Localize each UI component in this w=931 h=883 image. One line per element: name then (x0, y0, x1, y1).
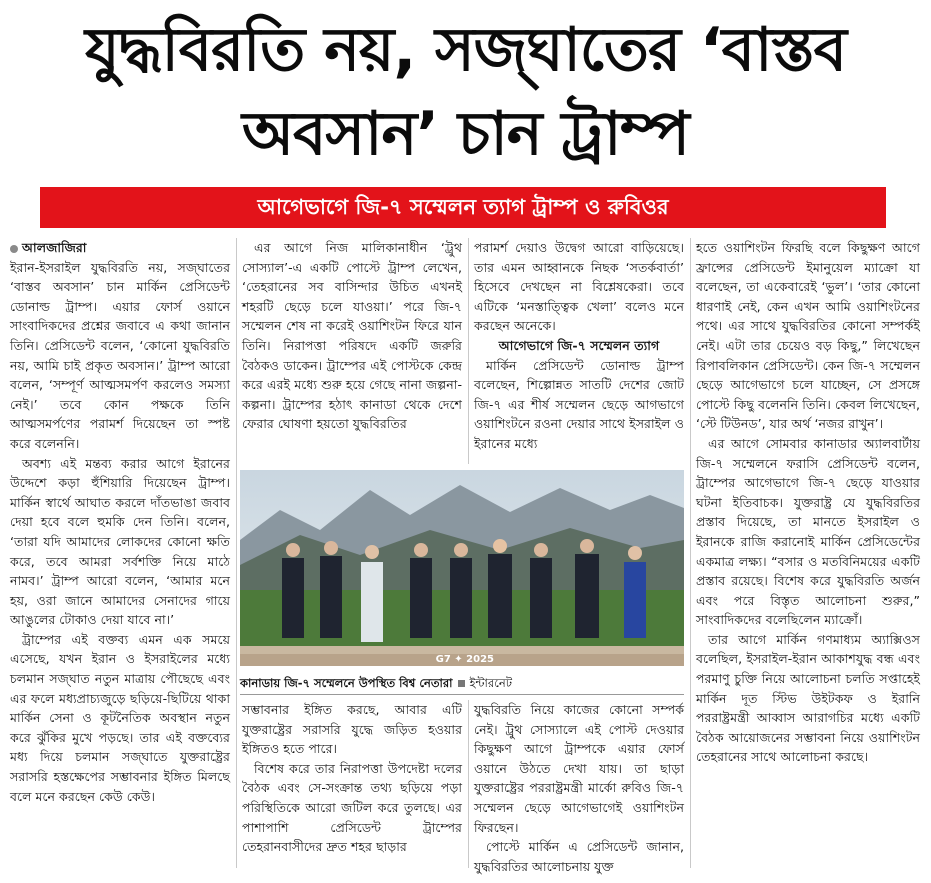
column-divider (690, 238, 691, 868)
source-line (10, 238, 230, 258)
paragraph: অবশ্য এই মন্তব্য করার আগে ইরানের উদ্দেশে কড়া হুঁশিয়ারি দিয়েছেন ট্রাম্প। মার্কিন স্বার্থে আঘাত করলে দাঁতভাঙা জবাব দেয়া হবে বলে হুমকি দেন তিনি। বলেন, ‘তারা যদি আমাদের লোকদের কোনো ক্ষতি করে, তবে আমরা সর্বশক্তি নিয়ে মাঠে নামব।’ ট্রাম্প আরো বলেন, ‘আমার মনে হয়, ওরা জানে আমাদের সেনাদের গায়ে আঙুলের টোকাও দেয়া যাবে না।’ (10, 455, 230, 628)
article-column-3-top (474, 238, 684, 454)
caption-credit: ইন্টারনেট (469, 676, 512, 690)
bullet-icon (10, 245, 18, 253)
column-divider (468, 238, 469, 464)
paragraph: এর আগে নিজ মালিকানাধীন ‘ট্রুথ সোস্যাল’-এ একটি পোস্টে ট্রাম্প লেখেন, ‘তেহরানের সব বাসিন্দার উচিত এখনই শহরটি ছেড়ে চলে যাওয়া।’ পরে জি-৭ সম্মেলন শেষ না করেই ওয়াশিংটন ফিরে যান তিনি। নিরাপত্তা পরিষদে একটি জরুরি বৈঠকও ডাকেন। ট্রাম্পের এই পোস্টকে কেন্দ্র করে এরই মধ্যে শুরু হয়ে গেছে নানা জল্পনা-কল্পনা। ট্রাম্পের হঠাৎ কানাডা থেকে দেশে ফেরার ঘোষণা হয়তো যুদ্ধবিরতির (242, 240, 462, 432)
column-divider (468, 700, 469, 868)
article-column-2-bottom (242, 700, 462, 857)
paragraph: তার আগে মার্কিন গণমাধ্যম অ্যাক্সিওস বলেছিল, ইসরাইল-ইরান আকাশযুদ্ধ বন্ধ এবং পরমাণু চুক্তি নিয়ে আলোচনা চলতি সপ্তাহেই মার্কিন দূত স্টিভ উইটকফ ও ইরানি পররাষ্ট্রমন্ত্রী আব্বাস আরাগচির মধ্যে একটি বৈঠক আয়োজনের সম্ভাবনা নিয়ে ওয়াশিংটন তেহরানের সাথে আলোচনা করছে। (696, 631, 920, 765)
article-column-3-bottom (474, 700, 684, 876)
paragraph: পরামর্শ দেয়াও উদ্বেগ আরো বাড়িয়েছে। তার এমন আহ্বানকে নিছক ‘সতর্কবার্তা’ হিসেবে দেখছেন না বিশ্লেষকেরা। তবে এটিকে ‘মনস্তাত্ত্বিক খেলা’ বলেও মনে করছেন অনেকে। (474, 240, 684, 334)
headline-line-2: অবসান’ চান ট্রাম্প (242, 99, 689, 169)
article-column-2-top (242, 238, 462, 434)
article-column-1 (10, 238, 230, 806)
separator-square-icon (458, 680, 465, 687)
subheadline-banner: আগেভাগে জি-৭ সম্মেলন ত্যাগ ট্রাম্প ও রুবিওর (40, 187, 886, 228)
article-column-4 (696, 238, 920, 767)
paragraph: যুদ্ধবিরতি নিয়ে কাজের কোনো সম্পর্ক নেই। ট্রুথ সোস্যালে এই পোস্ট দেওয়ার কিছুক্ষণ আগে ট্রাম্পকে এয়ার ফোর্স ওয়ানে উঠতে দেখা যায়। তা ছাড়া যুক্তরাষ্ট্রের পররাষ্ট্রমন্ত্রী মার্কো রুবিও জি-৭ সম্মেলন ছেড়ে আগেভাগেই ওয়াশিংটন ফিরছেন। (474, 702, 684, 835)
section-subhead: আগেভাগে জি-৭ সম্মেলন ত্যাগ (498, 337, 660, 353)
paragraph: মার্কিন প্রেসিডেন্ট ডোনাল্ড ট্রাম্প বলেছেন, শিল্পোন্নত সাতটি দেশের জোট জি-৭ এর শীর্ষ সম্মেলন ছেড়ে আগভাগে ওয়াশিংটনে রওনা দেয়ার সাথে ইসরাইল ও ইরানের মধ্যে (474, 357, 684, 451)
paragraph: সম্ভাবনার ইঙ্গিত করছে, আবার এটি যুক্তরাষ্ট্রের সরাসরি যুদ্ধে জড়িত হওয়ার ইঙ্গিতও হতে পারে। (242, 702, 462, 757)
photo-banner-text: G7 ✦ 2025 (435, 654, 494, 665)
g7-leaders-photo (240, 470, 684, 666)
paragraph: এর আগে সোমবার কানাডার অ্যালবার্টায় জি-৭ সম্মেলনে ফরাসি প্রেসিডেন্ট বলেন, ট্রাম্পের আগেভাগে জি-৭ ছেড়ে যাওয়ার ঘটনা ইতিবাচক। যুক্তরাষ্ট্র যে যুদ্ধবিরতির প্রস্তাব দিয়েছে, তা মানতে ইসরাইল ও ইরানকে রাজি করানোই মার্কিন প্রেসিডেন্টের একমাত্র লক্ষ্য। “বসার ও মতবিনিময়ের একটি প্রস্তাব রয়েছে। বিশেষ করে যুদ্ধবিরতি অর্জন এবং পরে বিস্তৃত আলোচনা শুরুর,” সাংবাদিকদের বলেছিলেন ম্যাক্রোঁ। (696, 435, 920, 628)
column-divider (236, 238, 237, 868)
paragraph: বিশেষ করে তার নিরাপত্তা উপদেষ্টা দলের বৈঠক এবং সে-সংক্রান্ত তথ্য ছড়িয়ে পড়া পরিস্থিতিকে আরো জটিল করে তুলছে। এর পাশাপাশি প্রেসিডেন্ট ট্রাম্পের তেহরানবাসীদের দ্রুত শহর ছাড়ার (242, 760, 462, 855)
paragraph: পোস্টে মার্কিন এ প্রেসিডেন্ট জানান, যুদ্ধবিরতির আলোচনায় যুক্ত (474, 839, 684, 874)
source-label: আলজাজিরা (22, 240, 87, 255)
photo-illustration (240, 470, 684, 666)
headline-line-1: যুদ্ধবিরতি নয়, সজ্ঘাতের ‘বাস্তব (85, 15, 846, 85)
photo-caption (240, 672, 684, 695)
paragraph: ট্রাম্পের এই বক্তব্য এমন এক সময়ে এসেছে, যখন ইরান ও ইসরাইলের মধ্যে চলমান সজ্ঘাত নতুন মাত্রায় পৌছেছে এবং এর ফলে মধ্যপ্রাচ্যজুড়ে ছড়িয়ে-ছিটিয়ে থাকা মার্কিন সেনা ও কূটনৈতিক অবস্থান নতুন করে ঝুঁকির মুখে পড়ছে। তার এই বক্তব্যের মধ্য দিয়ে চলমান সজ্ঘাতে যুক্তরাষ্ট্রের সরাসরি হস্তক্ষেপের সম্ভাবনার ইঙ্গিত মিলছে বলে মনে করছেন কেউ কেউ। (10, 631, 230, 804)
caption-text: কানাডায় জি-৭ সম্মেলনে উপস্থিত বিশ্ব নেতারা (240, 676, 453, 690)
paragraph: হতে ওয়াশিংটন ফিরছি বলে কিছুক্ষণ আগে ফ্রান্সের প্রেসিডেন্ট ইমানুয়েল ম্যাক্রো যা বলেছেন, তা একেবারেই ‘ভুল’। ‘তার কোনো ধারণাই নেই, কেন এখন আমি ওয়াশিংটনের পথে। এর সাথে যুদ্ধবিরতির কোনো সম্পর্কই নেই। এটা তার চেয়েও বড় কিছু,” লিখেছেন রিপাবলিকান প্রেসিডেন্ট। কেন জি-৭ সম্মেলন ছেড়ে আগেভাগে চলে যাচ্ছেন, সে প্রসঙ্গে পোস্টে কিছু বলেননি তিনি। কেবল লিখেছেন, ‘স্টে টিউনড’, যার অর্থ ‘নজর রাখুন’। (696, 240, 920, 432)
paragraph: ইরান-ইসরাইল যুদ্ধবিরতি নয়, সজ্ঘাতের ‘বাস্তব অবসান’ চান মার্কিন প্রেসিডেন্ট ডোনাল্ড ট্রাম্প। এয়ার ফোর্স ওয়ানে সাংবাদিকদের প্রশ্নের জবাবে এ কথা জানান তিনি। প্রেসিডেন্ট বলেন, ‘কোনো যুদ্ধবিরতি নয়, আমি চাই প্রকৃত অবসান।’ ট্রাম্প আরো বলেন, ‘সম্পূর্ণ আত্মসমর্পণ করলেও সমস্যা নেই।’ তবে কোন পক্ষকে তিনি আত্মসমর্পণের পরামর্শ দিয়েছেন তা স্পষ্ট করে বলেননি। (10, 259, 230, 451)
headline (0, 8, 931, 176)
